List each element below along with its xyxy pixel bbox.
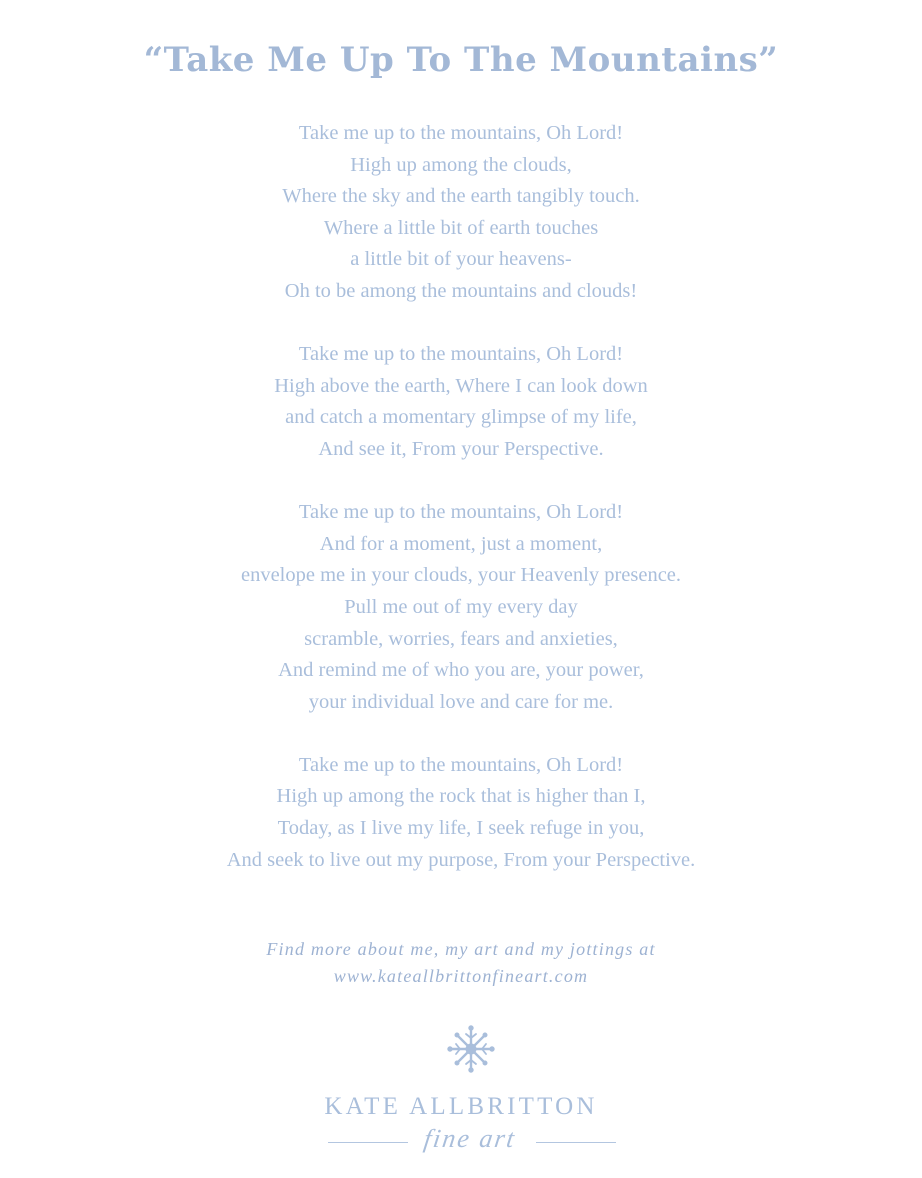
poem-line: Where a little bit of earth touches [323,216,599,239]
poem-line: And for a moment, just a moment, [319,532,603,555]
poem-line: Take me up to the mountains, Oh Lord! [298,122,624,144]
poem-line: a little bit of your heavens- [350,248,572,271]
poem-line: High above the earth, Where I can look down [274,374,648,397]
poem-line: Oh to be among the mountains and clouds! [284,279,638,302]
poem-line: and catch a momentary glimpse of my life, [285,406,637,429]
divider [536,1142,616,1143]
poem-line: And remind me of who you are, your power, [278,659,644,682]
stanza [0,339,922,465]
poem-line: Take me up to the mountains, Oh Lord! [298,343,624,366]
stanza [0,118,922,308]
poem-line: scramble, worries, fears and anxieties, [304,627,618,650]
poem-line: High up among the rock that is higher than I, [276,785,646,808]
poem-line: High up among the clouds, [350,153,572,176]
poem-line: Take me up to the mountains, Oh Lord! [298,501,624,524]
brand-tagline-row [0,1124,922,1168]
stanza [0,750,922,876]
promo-line: Find more about me, my art and my jottings at [266,939,656,959]
poem-title: “Take Me Up To The Mountains” [143,40,779,80]
poem-line: Take me up to the mountains, Oh Lord! [298,753,624,776]
poem-body [0,118,922,908]
brand-tagline: fine art [422,1124,519,1153]
divider [328,1142,408,1143]
poem-line: Pull me out of my every day [344,595,578,618]
poem-line: And see it, From your Perspective. [318,437,604,460]
brand-name: KATE ALLBRITTON [324,1093,598,1120]
poem-line: Where the sky and the earth tangibly touch. [282,185,640,208]
poem-line: And seek to live out my purpose, From your Perspective. [226,848,696,871]
stanza [0,497,922,718]
poem-line: Today, as I live my life, I seek refuge in you, [277,817,645,840]
poem-line: envelope me in your clouds, your Heavenly presence. [240,564,682,587]
snowflake-icon [446,1024,496,1074]
poem-line: your individual love and care for me. [308,690,614,713]
website-link[interactable]: www.kateallbrittonfineart.com [333,966,589,986]
promo-text [0,936,922,990]
